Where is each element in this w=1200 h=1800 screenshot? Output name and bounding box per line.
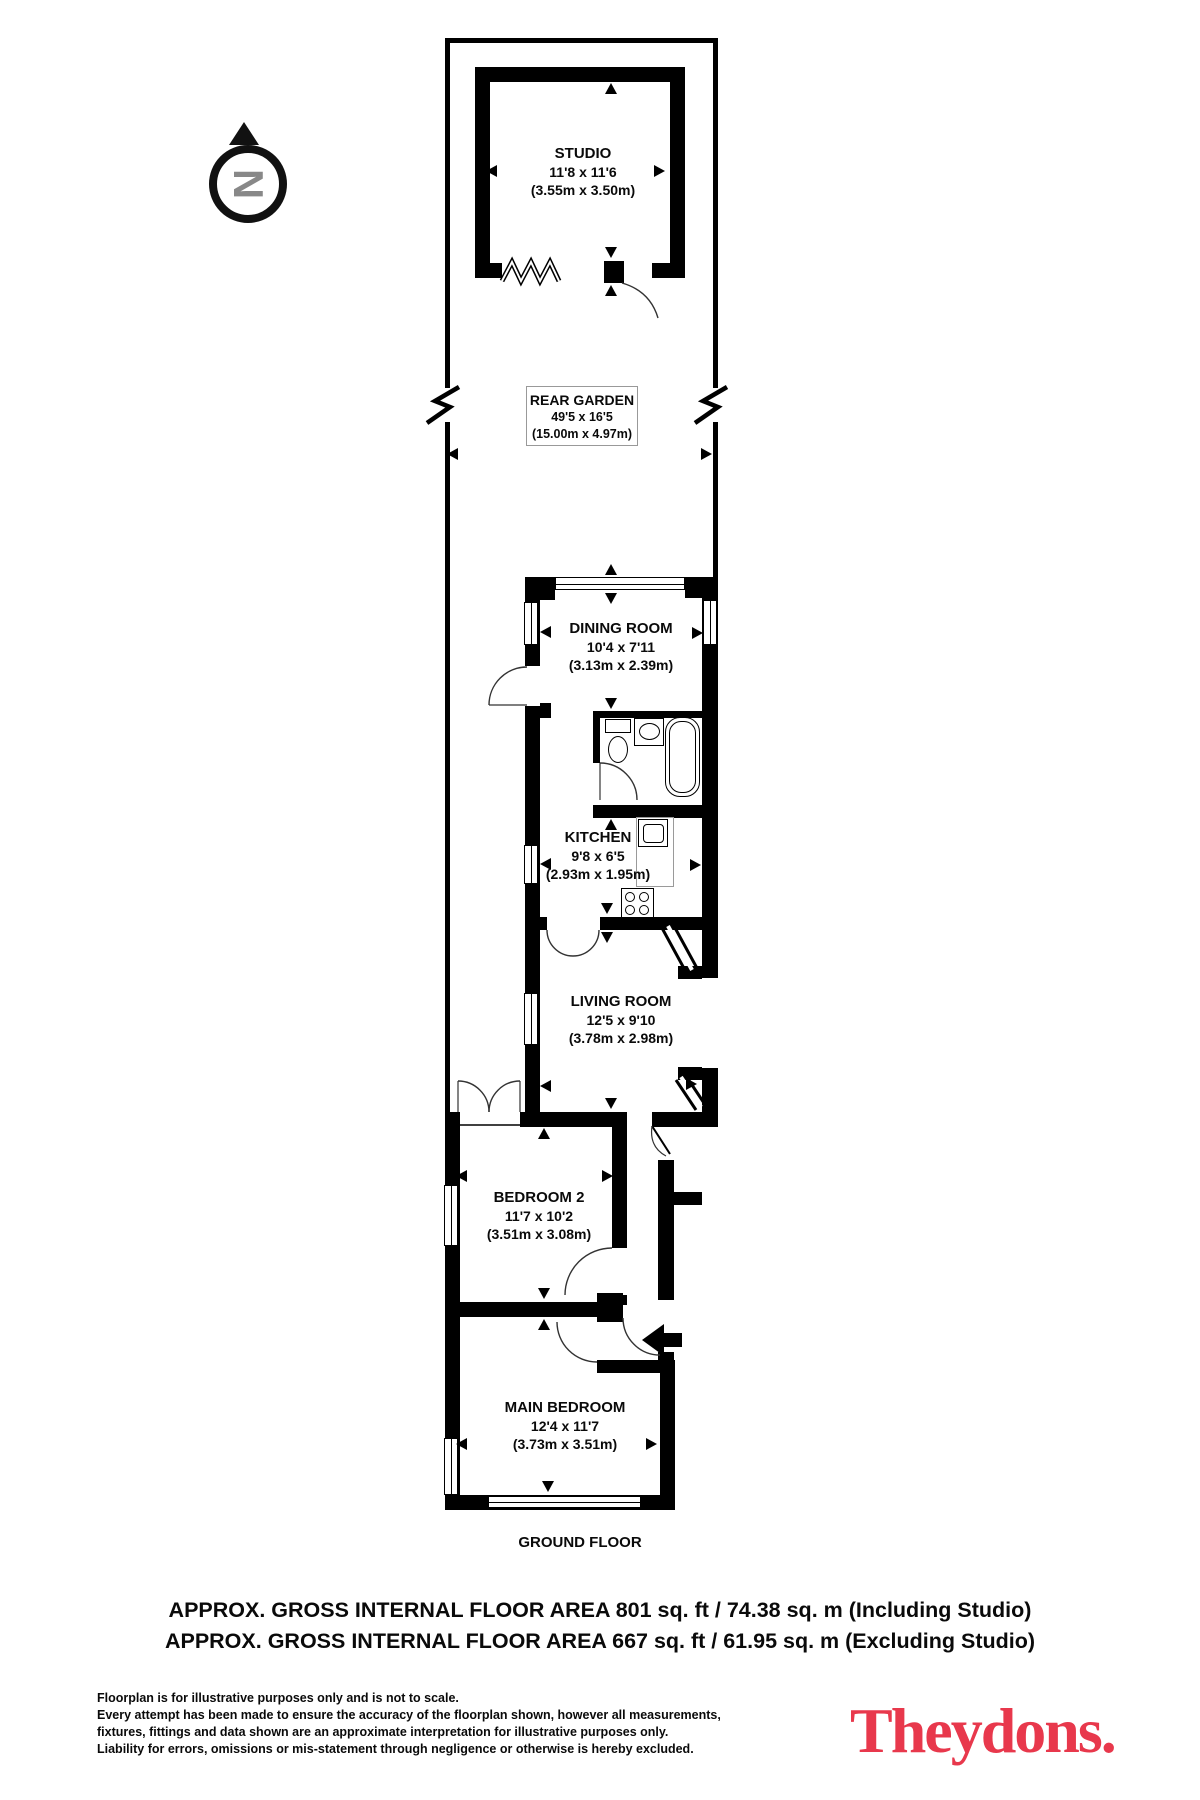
room-label-studio: STUDIO 11'8 x 11'6 (3.55m x 3.50m) (530, 145, 636, 198)
wall (678, 1067, 718, 1080)
disclaimer-line: Every attempt has been made to ensure the accuracy of the floorplan shown, however all measurements, (97, 1708, 721, 1722)
measure-arrow (605, 83, 617, 94)
room-label-bedroom-2: BEDROOM 2 11'7 x 10'2 (3.51m x 3.08m) (486, 1189, 592, 1242)
disclaimer-line: fixtures, fittings and data shown are an approximate interpretation for illustrative purposes only. (97, 1725, 669, 1739)
door-arc (622, 283, 658, 318)
room-label-rear-garden: REAR GARDEN 49'5 x 16'5 (15.00m x 4.97m) (526, 386, 638, 446)
door-arc (547, 930, 573, 956)
wall (445, 38, 718, 43)
door-arc (573, 930, 599, 956)
measure-arrow (605, 1098, 617, 1109)
door-post (597, 1293, 623, 1322)
wall (713, 422, 718, 578)
door-leaf (652, 1126, 670, 1154)
wall (652, 263, 685, 278)
bay-window (488, 1496, 641, 1508)
wall-break-icon (427, 387, 459, 423)
wall (445, 422, 450, 1112)
wall (475, 263, 502, 278)
hob-burner-icon (639, 892, 649, 902)
brand-logo: Theydons. (850, 1695, 1115, 1766)
room-label-dining-room: DINING ROOM 10'4 x 7'11 (3.13m x 2.39m) (568, 620, 674, 673)
disclaimer-text (97, 1690, 757, 1758)
toilet-icon (605, 719, 631, 733)
measure-arrow (601, 903, 613, 914)
bifold-window-zigzag (502, 262, 559, 281)
measure-arrow (605, 698, 617, 709)
door-arc (557, 1322, 597, 1362)
measure-arrow (701, 448, 712, 460)
door-arc (489, 1081, 520, 1112)
door-arc (623, 1318, 660, 1355)
measure-arrow (538, 1128, 550, 1139)
room-label-kitchen: KITCHEN 9'8 x 6'5 (2.93m x 1.95m) (545, 829, 651, 882)
gross-area-including-studio: APPROX. GROSS INTERNAL FLOOR AREA 801 sq. ft / 74.38 sq. m (Including Studio) (168, 1598, 1032, 1622)
gross-area-excluding-studio: APPROX. GROSS INTERNAL FLOOR AREA 667 sq. ft / 61.95 sq. m (Excluding Studio) (164, 1629, 1036, 1653)
measure-arrow (538, 1319, 550, 1330)
hob-burner-icon (625, 905, 635, 915)
room-label-main-bedroom: MAIN BEDROOM 12'4 x 11'7 (3.73m x 3.51m) (504, 1399, 626, 1452)
compass-letter: N (225, 168, 272, 200)
wall (658, 1205, 674, 1300)
wall (445, 43, 450, 388)
wall (658, 1352, 674, 1373)
floor-label: GROUND FLOOR (518, 1534, 642, 1551)
compass-icon (209, 145, 287, 223)
basin-icon (639, 723, 660, 740)
wall (593, 711, 718, 718)
hob-burner-icon (639, 905, 649, 915)
wall (520, 1112, 627, 1127)
measure-arrow (605, 593, 617, 604)
measure-arrow (602, 1170, 613, 1182)
door-leaf (458, 1081, 520, 1112)
measure-arrow (605, 247, 617, 258)
north-arrow-icon (229, 122, 259, 145)
wall-break-icon (695, 387, 727, 423)
door-arc (458, 1081, 489, 1112)
measure-arrow (601, 932, 613, 943)
measure-arrow (605, 285, 617, 296)
measure-arrow (540, 1080, 551, 1092)
wall (600, 917, 718, 930)
measure-arrow (538, 1288, 550, 1299)
room-label-living-room: LIVING ROOM 12'5 x 9'10 (3.78m x 2.98m) (568, 993, 674, 1046)
bathtub-icon (669, 721, 696, 793)
wall (445, 1302, 603, 1317)
wall (525, 917, 547, 930)
measure-arrow (447, 448, 458, 460)
wall (652, 1112, 718, 1127)
measure-arrow (456, 1170, 467, 1182)
door-arc (565, 1248, 612, 1295)
door-arc (652, 1126, 666, 1156)
toilet-icon (608, 736, 628, 763)
door-post (604, 261, 624, 283)
measure-arrow (605, 564, 617, 575)
disclaimer-line: Liability for errors, omissions or mis-statement through negligence or otherwise is hereby excluded. (97, 1742, 694, 1756)
wall (658, 1192, 702, 1205)
measure-arrow (542, 1481, 554, 1492)
wall (593, 718, 600, 763)
measure-arrow (686, 1078, 697, 1090)
disclaimer-line: Floorplan is for illustrative purposes only and is not to scale. (97, 1691, 459, 1705)
wall (713, 43, 718, 388)
door-arc (600, 763, 637, 800)
wall (475, 67, 685, 82)
chimney-break-icon (668, 926, 692, 970)
wall (658, 1160, 674, 1192)
bifold-window-zigzag (502, 262, 559, 281)
window (555, 577, 685, 590)
hob-burner-icon (625, 892, 635, 902)
